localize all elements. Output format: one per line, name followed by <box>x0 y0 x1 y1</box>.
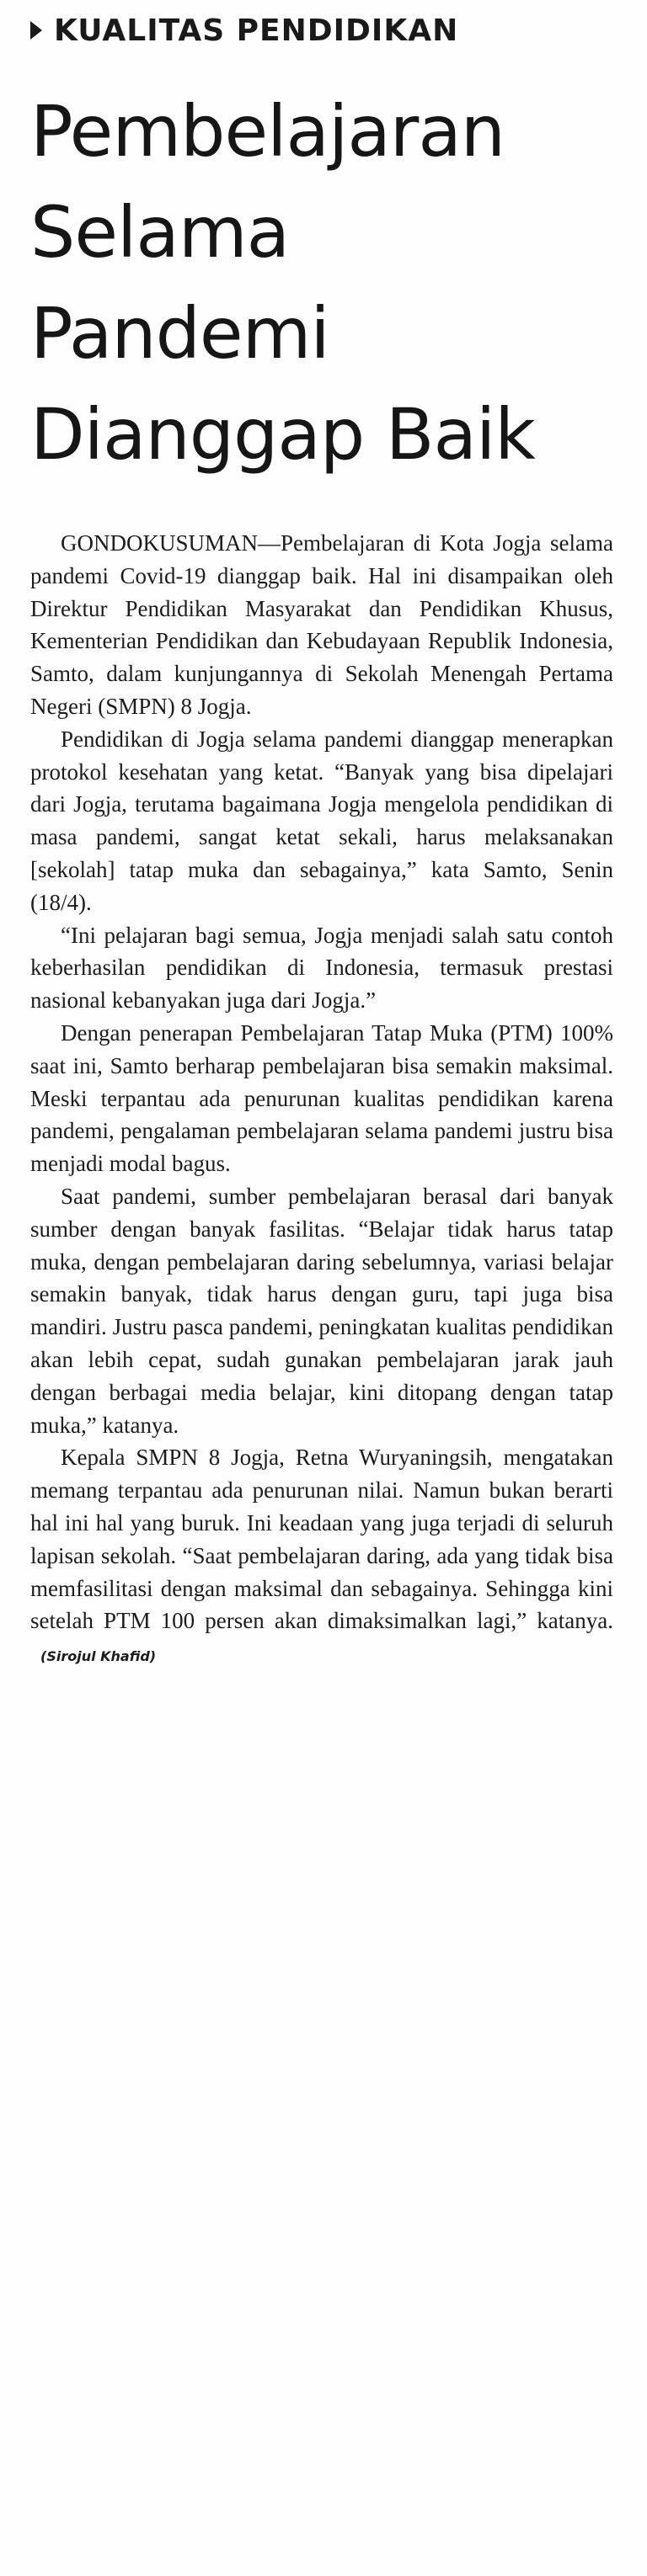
byline: (Sirojul Khafid) <box>40 1648 157 1665</box>
headline <box>30 81 620 485</box>
article-paragraph <box>30 1180 613 1441</box>
article-paragraph <box>30 1441 613 1674</box>
article-paragraph <box>30 723 613 919</box>
section-label: KUALITAS PENDIDIKAN <box>54 13 459 48</box>
paragraph-text: Kepala SMPN 8 Jogja, Retna Wuryaningsih, mengatakan memang terpantau ada penurunan nilai. Namun bukan berarti hal ini hal yang buruk. Ini keadaan yang juga terjadi di seluruh lapisan sekolah. “Saat pembelajaran daring, ada yang tidak bisa memfasilitasi dengan maksimal dan sebagainya. Sehingga kini setelah PTM 100 persen akan dimaksimalkan lagi,” katanya. <box>30 1445 613 1634</box>
section-rubric <box>30 8 458 52</box>
paragraph-text: “Ini pelajaran bagi semua, Jogja menjadi salah satu contoh keberhasilan pendidikan di Indonesia, termasuk prestasi nasional kebanyakan juga dari Jogja.” <box>30 922 613 1014</box>
paragraph-text: GONDOKUSUMAN—Pembelajaran di Kota Jogja selama pandemi Covid-19 dianggap baik. Hal ini disampaikan oleh Direktur Pendidikan Masyarakat dan Pendidikan Khusus, Kementerian Pendidikan dan Kebudayaan Republik Indonesia, Samto, dalam kunjungannya di Sekolah Menengah Pertama Negeri (SMPN) 8 Jogja. <box>30 530 613 719</box>
article-paragraph <box>30 527 613 723</box>
paragraph-text: Pendidikan di Jogja selama pandemi dianggap menerapkan protokol kesehatan yang ketat. “Banyak yang bisa dipelajari dari Jogja, terutama bagaimana Jogja mengelola pendidikan di masa pandemi, sangat ketat sekali, harus melaksanakan [sekolah] tatap muka dan sebagainya,” kata Samto, Senin (18/4). <box>30 726 613 915</box>
headline-line: Pembelajaran <box>30 90 505 173</box>
paragraph-text: Saat pandemi, sumber pembelajaran berasal dari banyak sumber dengan banyak fasilitas. “Belajar tidak harus tatap muka, dengan pembelajaran daring sebelumnya, variasi belajar semakin banyak, tidak harus dengan guru, tapi juga bisa mandiri. Justru pasca pandemi, peningkatan kualitas pendidikan akan lebih cepat, sudah gunakan pembelajaran jarak jauh dengan berbagai media belajar, kini ditopang dengan tatap muka,” katanya. <box>30 1183 613 1438</box>
article-paragraph <box>30 1017 613 1180</box>
headline-line: Dianggap Baik <box>30 393 535 476</box>
headline-line: Selama <box>30 191 290 274</box>
paragraph-text: Dengan penerapan Pembelajaran Tatap Muka (PTM) 100% saat ini, Samto berharap pembelajaran bisa semakin maksimal. Meski terpantau ada penurunan kualitas pendidikan karena pandemi, pengalaman pembelajaran selama pandemi justru bisa menjadi modal bagus. <box>30 1019 613 1177</box>
article-body <box>30 527 613 1674</box>
article-paragraph <box>30 919 613 1017</box>
triangle-right-icon <box>30 21 42 40</box>
headline-line: Pandemi <box>30 292 329 375</box>
